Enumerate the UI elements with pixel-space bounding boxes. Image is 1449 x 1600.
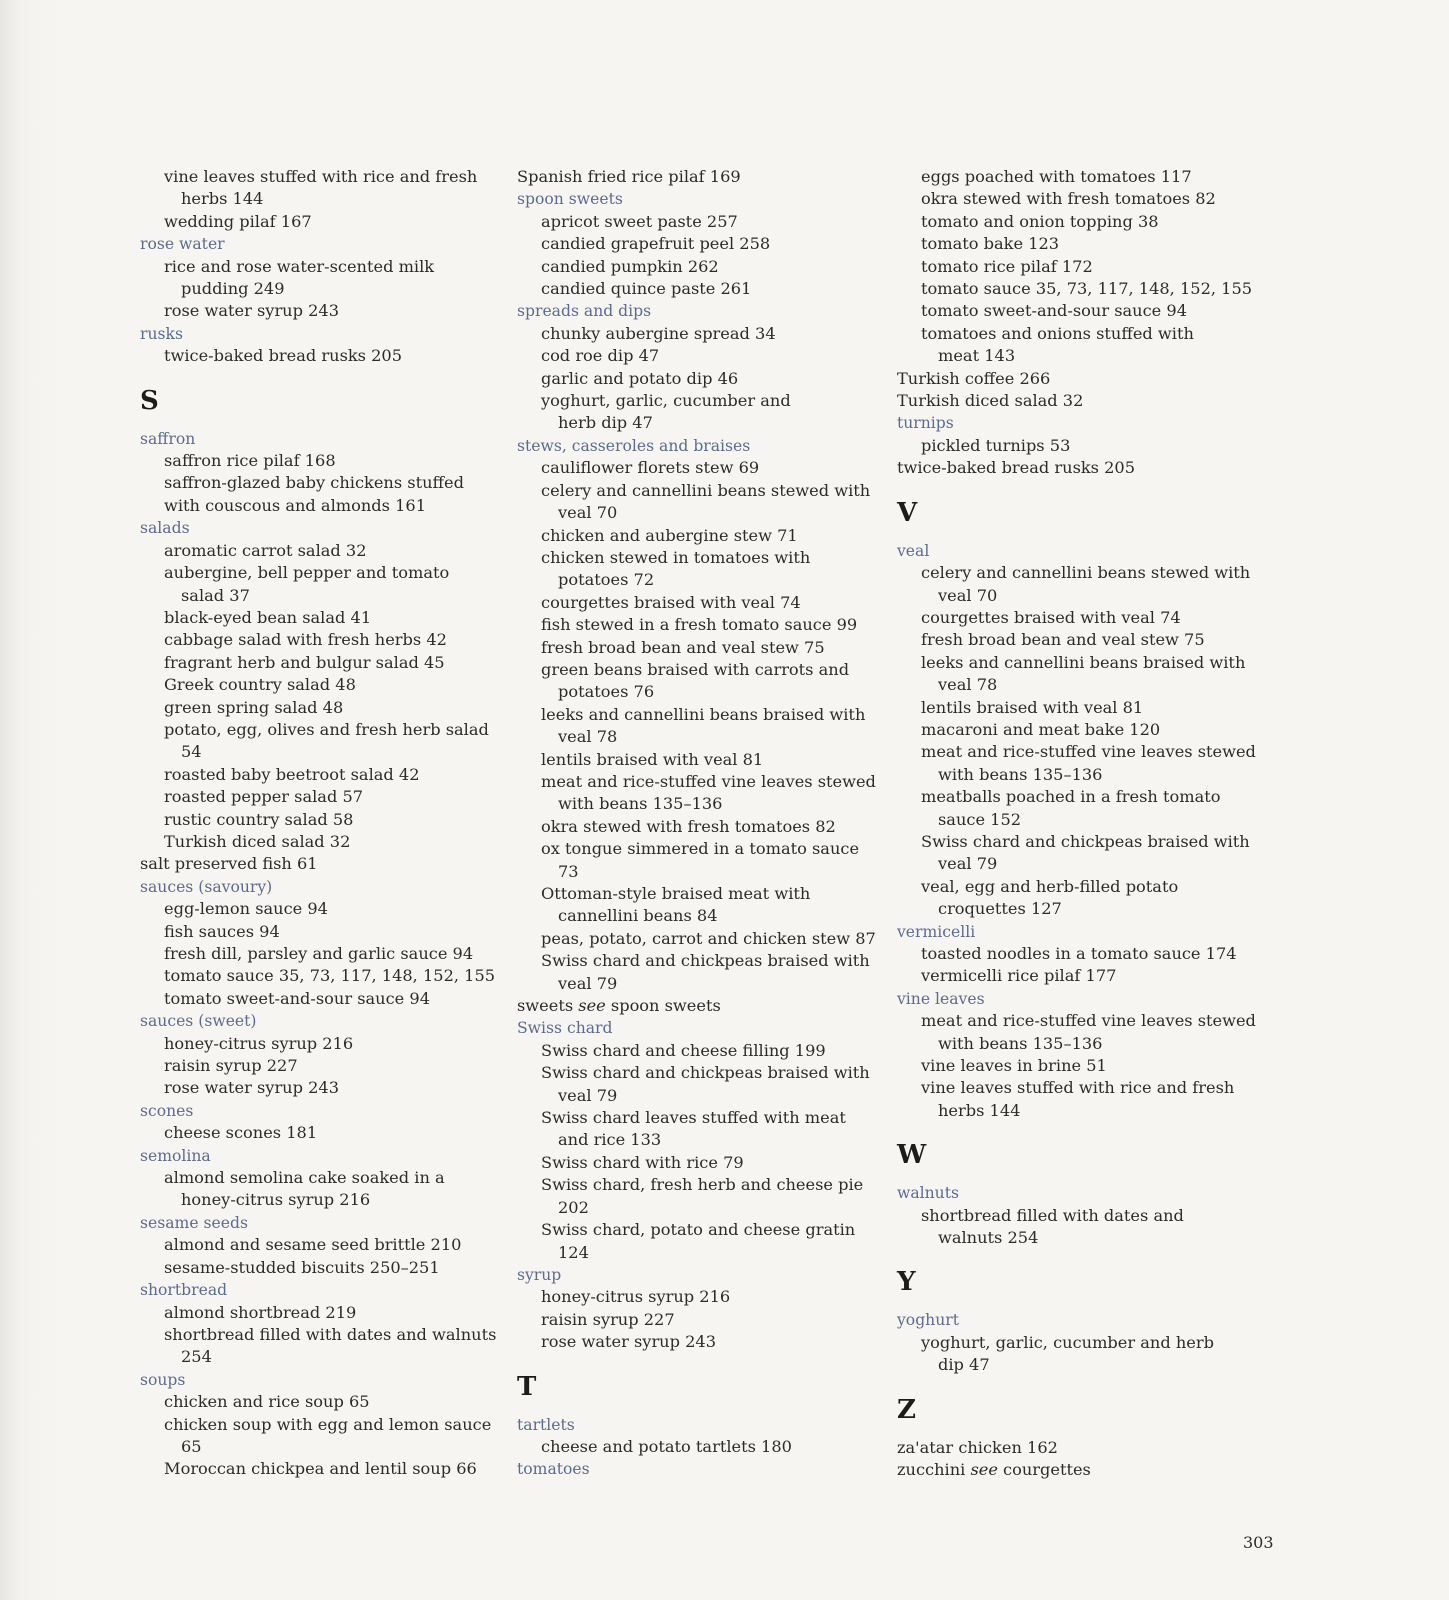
- index-entry: fresh broad bean and veal stew 75: [921, 630, 1205, 650]
- index-heading: tomatoes: [517, 1460, 590, 1479]
- index-entry-continuation: 73: [558, 861, 579, 881]
- index-entry: Greek country salad 48: [164, 675, 356, 695]
- index-heading: turnips: [897, 414, 954, 433]
- index-entry: eggs poached with tomatoes 117: [921, 167, 1192, 186]
- index-column-2: [517, 166, 887, 1481]
- index-entry: courgettes braised with veal 74: [921, 607, 1181, 627]
- index-entry: peas, potato, carrot and chicken stew 87: [541, 928, 876, 948]
- index-top-entry: za'atar chicken 162: [897, 1437, 1058, 1457]
- index-heading: semolina: [140, 1146, 211, 1165]
- index-entry-continuation: pudding 249: [181, 279, 285, 299]
- index-entry: Swiss chard with rice 79: [541, 1152, 744, 1172]
- index-entry-continuation: herb dip 47: [558, 413, 653, 433]
- index-heading: tartlets: [517, 1415, 575, 1434]
- index-entry: fish sauces 94: [164, 921, 280, 941]
- index-entry: Swiss chard, potato and cheese gratin: [541, 1220, 856, 1240]
- index-entry: vermicelli rice pilaf 177: [921, 966, 1117, 986]
- index-column-1: [140, 166, 510, 1481]
- index-entry: chunky aubergine spread 34: [541, 323, 776, 343]
- index-heading: salads: [140, 519, 190, 538]
- index-entry-continuation: dip 47: [938, 1355, 990, 1375]
- index-entry: vine leaves in brine 51: [921, 1056, 1107, 1076]
- index-entry: tomato sauce 35, 73, 117, 148, 152, 155: [921, 279, 1253, 299]
- index-entry: tomatoes and onions stuffed with: [921, 323, 1194, 343]
- index-entry-continuation: 54: [181, 742, 202, 762]
- index-entry: raisin syrup 227: [164, 1056, 298, 1076]
- index-entry-continuation: 202: [558, 1197, 589, 1217]
- index-entry: saffron-glazed baby chickens stuffed: [164, 473, 464, 493]
- index-entry-continuation: herbs 144: [938, 1100, 1021, 1120]
- index-top-entry: Turkish diced salad 32: [897, 391, 1084, 411]
- index-heading: soups: [140, 1370, 186, 1389]
- index-heading: scones: [140, 1101, 194, 1120]
- cross-reference-target: spoon sweets: [605, 996, 721, 1016]
- index-entry: with couscous and almonds 161: [164, 495, 426, 515]
- index-entry-continuation: cannellini beans 84: [558, 906, 718, 926]
- index-entry: meatballs poached in a fresh tomato: [921, 787, 1221, 807]
- index-entry-continuation: veal 78: [938, 675, 998, 695]
- index-entry: rustic country salad 58: [164, 809, 354, 829]
- index-entry: veal, egg and herb-filled potato: [921, 876, 1179, 896]
- index-entry-continuation: veal 79: [558, 973, 618, 993]
- index-entry: wedding pilaf 167: [164, 211, 312, 231]
- index-entry: ox tongue simmered in a tomato sauce: [541, 839, 860, 859]
- index-entry: roasted pepper salad 57: [164, 787, 364, 807]
- index-heading: rose water: [140, 235, 225, 254]
- index-entry: pickled turnips 53: [921, 435, 1071, 455]
- index-entry-continuation: 124: [558, 1242, 589, 1262]
- index-heading: spreads and dips: [517, 302, 652, 321]
- index-entry-continuation: potatoes 72: [558, 570, 655, 590]
- index-entry: vine leaves stuffed with rice and fresh: [164, 167, 478, 186]
- index-entry: rose water syrup 243: [164, 301, 340, 321]
- index-heading: spoon sweets: [517, 190, 623, 209]
- index-entry-continuation: veal 70: [938, 585, 998, 605]
- index-entry: apricot sweet paste 257: [541, 211, 738, 231]
- index-entry-continuation: walnuts 254: [938, 1228, 1039, 1248]
- index-entry-continuation: sauce 152: [938, 809, 1022, 829]
- index-entry: vine leaves stuffed with rice and fresh: [921, 1078, 1235, 1098]
- index-entry-continuation: veal 78: [558, 727, 618, 747]
- index-entry-continuation: veal 79: [938, 854, 998, 874]
- index-entry: yoghurt, garlic, cucumber and: [541, 391, 791, 411]
- index-heading: stews, casseroles and braises: [517, 436, 751, 455]
- index-entry: candied quince paste 261: [541, 279, 752, 299]
- index-entry: tomato sweet-and-sour sauce 94: [164, 988, 430, 1008]
- index-entry: fresh broad bean and veal stew 75: [541, 637, 825, 657]
- index-heading: Swiss chard: [517, 1019, 613, 1038]
- section-letter: V: [897, 497, 918, 528]
- index-entry: Swiss chard and chickpeas braised with: [541, 951, 870, 971]
- index-entry: yoghurt, garlic, cucumber and herb: [921, 1332, 1214, 1352]
- index-entry: almond shortbread 219: [164, 1302, 357, 1322]
- index-entry: shortbread filled with dates and: [921, 1205, 1184, 1225]
- index-entry: fresh dill, parsley and garlic sauce 94: [164, 944, 474, 963]
- index-heading: syrup: [517, 1265, 562, 1284]
- index-entry: lentils braised with veal 81: [921, 697, 1144, 717]
- index-entry-continuation: veal 70: [558, 503, 618, 523]
- index-entry: celery and cannellini beans stewed with: [921, 563, 1251, 583]
- index-entry-continuation: meat 143: [938, 346, 1016, 366]
- index-entry-continuation: with beans 135–136: [938, 1033, 1103, 1053]
- index-entry: raisin syrup 227: [541, 1309, 675, 1329]
- index-entry: potato, egg, olives and fresh herb salad: [164, 719, 489, 739]
- index-entry: sesame-studded biscuits 250–251: [164, 1257, 440, 1277]
- index-heading: walnuts: [897, 1184, 959, 1203]
- index-entry: cabbage salad with fresh herbs 42: [164, 630, 447, 650]
- section-letter: Z: [897, 1394, 916, 1425]
- index-entry: cheese scones 181: [164, 1123, 318, 1143]
- index-entry: courgettes braised with veal 74: [541, 592, 801, 612]
- index-entry: green beans braised with carrots and: [541, 659, 850, 679]
- index-cross-reference: [897, 1459, 1277, 1481]
- cross-reference-target: courgettes: [997, 1460, 1091, 1480]
- index-entry: aromatic carrot salad 32: [164, 540, 367, 560]
- index-entry: Turkish diced salad 32: [164, 831, 351, 851]
- index-heading: yoghurt: [897, 1311, 959, 1330]
- index-entry: macaroni and meat bake 120: [921, 719, 1161, 739]
- index-entry-continuation: and rice 133: [558, 1130, 662, 1150]
- index-entry: tomato bake 123: [921, 234, 1060, 254]
- index-entry-continuation: honey-citrus syrup 216: [181, 1190, 371, 1210]
- index-entry: lentils braised with veal 81: [541, 749, 764, 769]
- index-entry: Swiss chard, fresh herb and cheese pie: [541, 1175, 864, 1195]
- index-entry: rose water syrup 243: [541, 1332, 717, 1352]
- index-entry: rose water syrup 243: [164, 1078, 340, 1098]
- index-entry: toasted noodles in a tomato sauce 174: [921, 944, 1237, 963]
- index-heading: shortbread: [140, 1281, 228, 1300]
- index-entry: Swiss chard leaves stuffed with meat: [541, 1108, 846, 1128]
- index-heading: rusks: [140, 324, 183, 343]
- index-column-3: [897, 166, 1277, 1482]
- index-entry: honey-citrus syrup 216: [164, 1033, 354, 1053]
- index-heading: vine leaves: [897, 989, 985, 1008]
- section-letter: Y: [897, 1267, 916, 1298]
- index-entry: celery and cannellini beans stewed with: [541, 480, 871, 500]
- index-entry: Ottoman-style braised meat with: [541, 884, 811, 903]
- index-entry: chicken stewed in tomatoes with: [541, 547, 811, 567]
- index-heading: vermicelli: [897, 922, 976, 941]
- index-entry-continuation: herbs 144: [181, 189, 264, 209]
- index-entry: shortbread filled with dates and walnuts: [164, 1324, 497, 1344]
- index-entry: tomato and onion topping 38: [921, 211, 1159, 231]
- cross-reference-term: sweets: [517, 996, 579, 1016]
- index-entry: almond and sesame seed brittle 210: [164, 1235, 462, 1255]
- index-entry: honey-citrus syrup 216: [541, 1287, 731, 1307]
- index-entry: fish stewed in a fresh tomato sauce 99: [541, 615, 858, 635]
- index-entry-continuation: salad 37: [181, 585, 250, 605]
- index-entry: Swiss chard and chickpeas braised with: [921, 831, 1250, 851]
- index-heading: sauces (sweet): [140, 1012, 257, 1031]
- index-entry: okra stewed with fresh tomatoes 82: [921, 189, 1216, 209]
- index-entry: candied pumpkin 262: [541, 256, 719, 276]
- index-entry: meat and rice-stuffed vine leaves stewed: [541, 771, 876, 791]
- section-letter: W: [897, 1140, 927, 1171]
- section-letter: S: [140, 385, 159, 416]
- index-entry-continuation: with beans 135–136: [558, 794, 723, 814]
- cross-reference-see: see: [578, 996, 606, 1016]
- index-entry-continuation: 65: [181, 1436, 202, 1456]
- index-entry: chicken and aubergine stew 71: [541, 525, 798, 545]
- index-entry-continuation: croquettes 127: [938, 899, 1062, 919]
- index-entry: egg-lemon sauce 94: [164, 899, 328, 919]
- index-entry: Swiss chard and chickpeas braised with: [541, 1063, 870, 1083]
- index-heading: sesame seeds: [140, 1213, 248, 1232]
- index-entry: okra stewed with fresh tomatoes 82: [541, 816, 836, 836]
- index-cross-reference: [517, 995, 887, 1017]
- index-entry: aubergine, bell pepper and tomato: [164, 563, 450, 583]
- index-entry: Swiss chard and cheese filling 199: [541, 1040, 826, 1060]
- index-entry: roasted baby beetroot salad 42: [164, 764, 420, 784]
- index-entry: garlic and potato dip 46: [541, 368, 739, 388]
- index-top-entry: twice-baked bread rusks 205: [897, 458, 1136, 478]
- index-entry: chicken soup with egg and lemon sauce: [164, 1414, 492, 1434]
- index-entry: cheese and potato tartlets 180: [541, 1436, 792, 1456]
- index-entry: tomato sauce 35, 73, 117, 148, 152, 155: [164, 966, 496, 986]
- index-entry: almond semolina cake soaked in a: [164, 1168, 445, 1188]
- cross-reference-see: see: [970, 1460, 998, 1480]
- index-entry: candied grapefruit peel 258: [541, 234, 771, 254]
- index-entry: leeks and cannellini beans braised with: [541, 704, 866, 724]
- index-entry: tomato sweet-and-sour sauce 94: [921, 301, 1187, 321]
- index-entry-continuation: 254: [181, 1347, 212, 1367]
- index-entry-continuation: with beans 135–136: [938, 764, 1103, 784]
- index-entry: cauliflower florets stew 69: [541, 458, 760, 478]
- index-top-entry: salt preserved fish 61: [140, 854, 318, 874]
- index-top-entry: Spanish fried rice pilaf 169: [517, 167, 741, 186]
- index-entry-continuation: potatoes 76: [558, 682, 655, 702]
- section-letter: T: [517, 1371, 537, 1402]
- index-entry: meat and rice-stuffed vine leaves stewed: [921, 1011, 1256, 1031]
- index-entry: saffron rice pilaf 168: [164, 451, 336, 471]
- index-heading: veal: [897, 541, 930, 560]
- index-entry: black-eyed bean salad 41: [164, 607, 372, 627]
- cross-reference-term: zucchini: [897, 1460, 971, 1480]
- index-entry: tomato rice pilaf 172: [921, 256, 1093, 276]
- index-entry: meat and rice-stuffed vine leaves stewed: [921, 742, 1256, 762]
- index-entry: rice and rose water-scented milk: [164, 256, 435, 276]
- index-entry: green spring salad 48: [164, 697, 344, 717]
- index-entry: cod roe dip 47: [541, 346, 660, 366]
- page-number: 303: [1243, 1533, 1274, 1552]
- index-heading: sauces (savoury): [140, 877, 273, 896]
- index-entry: twice-baked bread rusks 205: [164, 346, 403, 366]
- index-heading: saffron: [140, 429, 196, 448]
- index-entry-continuation: veal 79: [558, 1085, 618, 1105]
- index-top-entry: Turkish coffee 266: [897, 368, 1051, 388]
- index-entry: leeks and cannellini beans braised with: [921, 652, 1246, 672]
- index-entry: fragrant herb and bulgur salad 45: [164, 652, 445, 672]
- index-entry: Moroccan chickpea and lentil soup 66: [164, 1459, 477, 1479]
- index-entry: chicken and rice soup 65: [164, 1392, 370, 1412]
